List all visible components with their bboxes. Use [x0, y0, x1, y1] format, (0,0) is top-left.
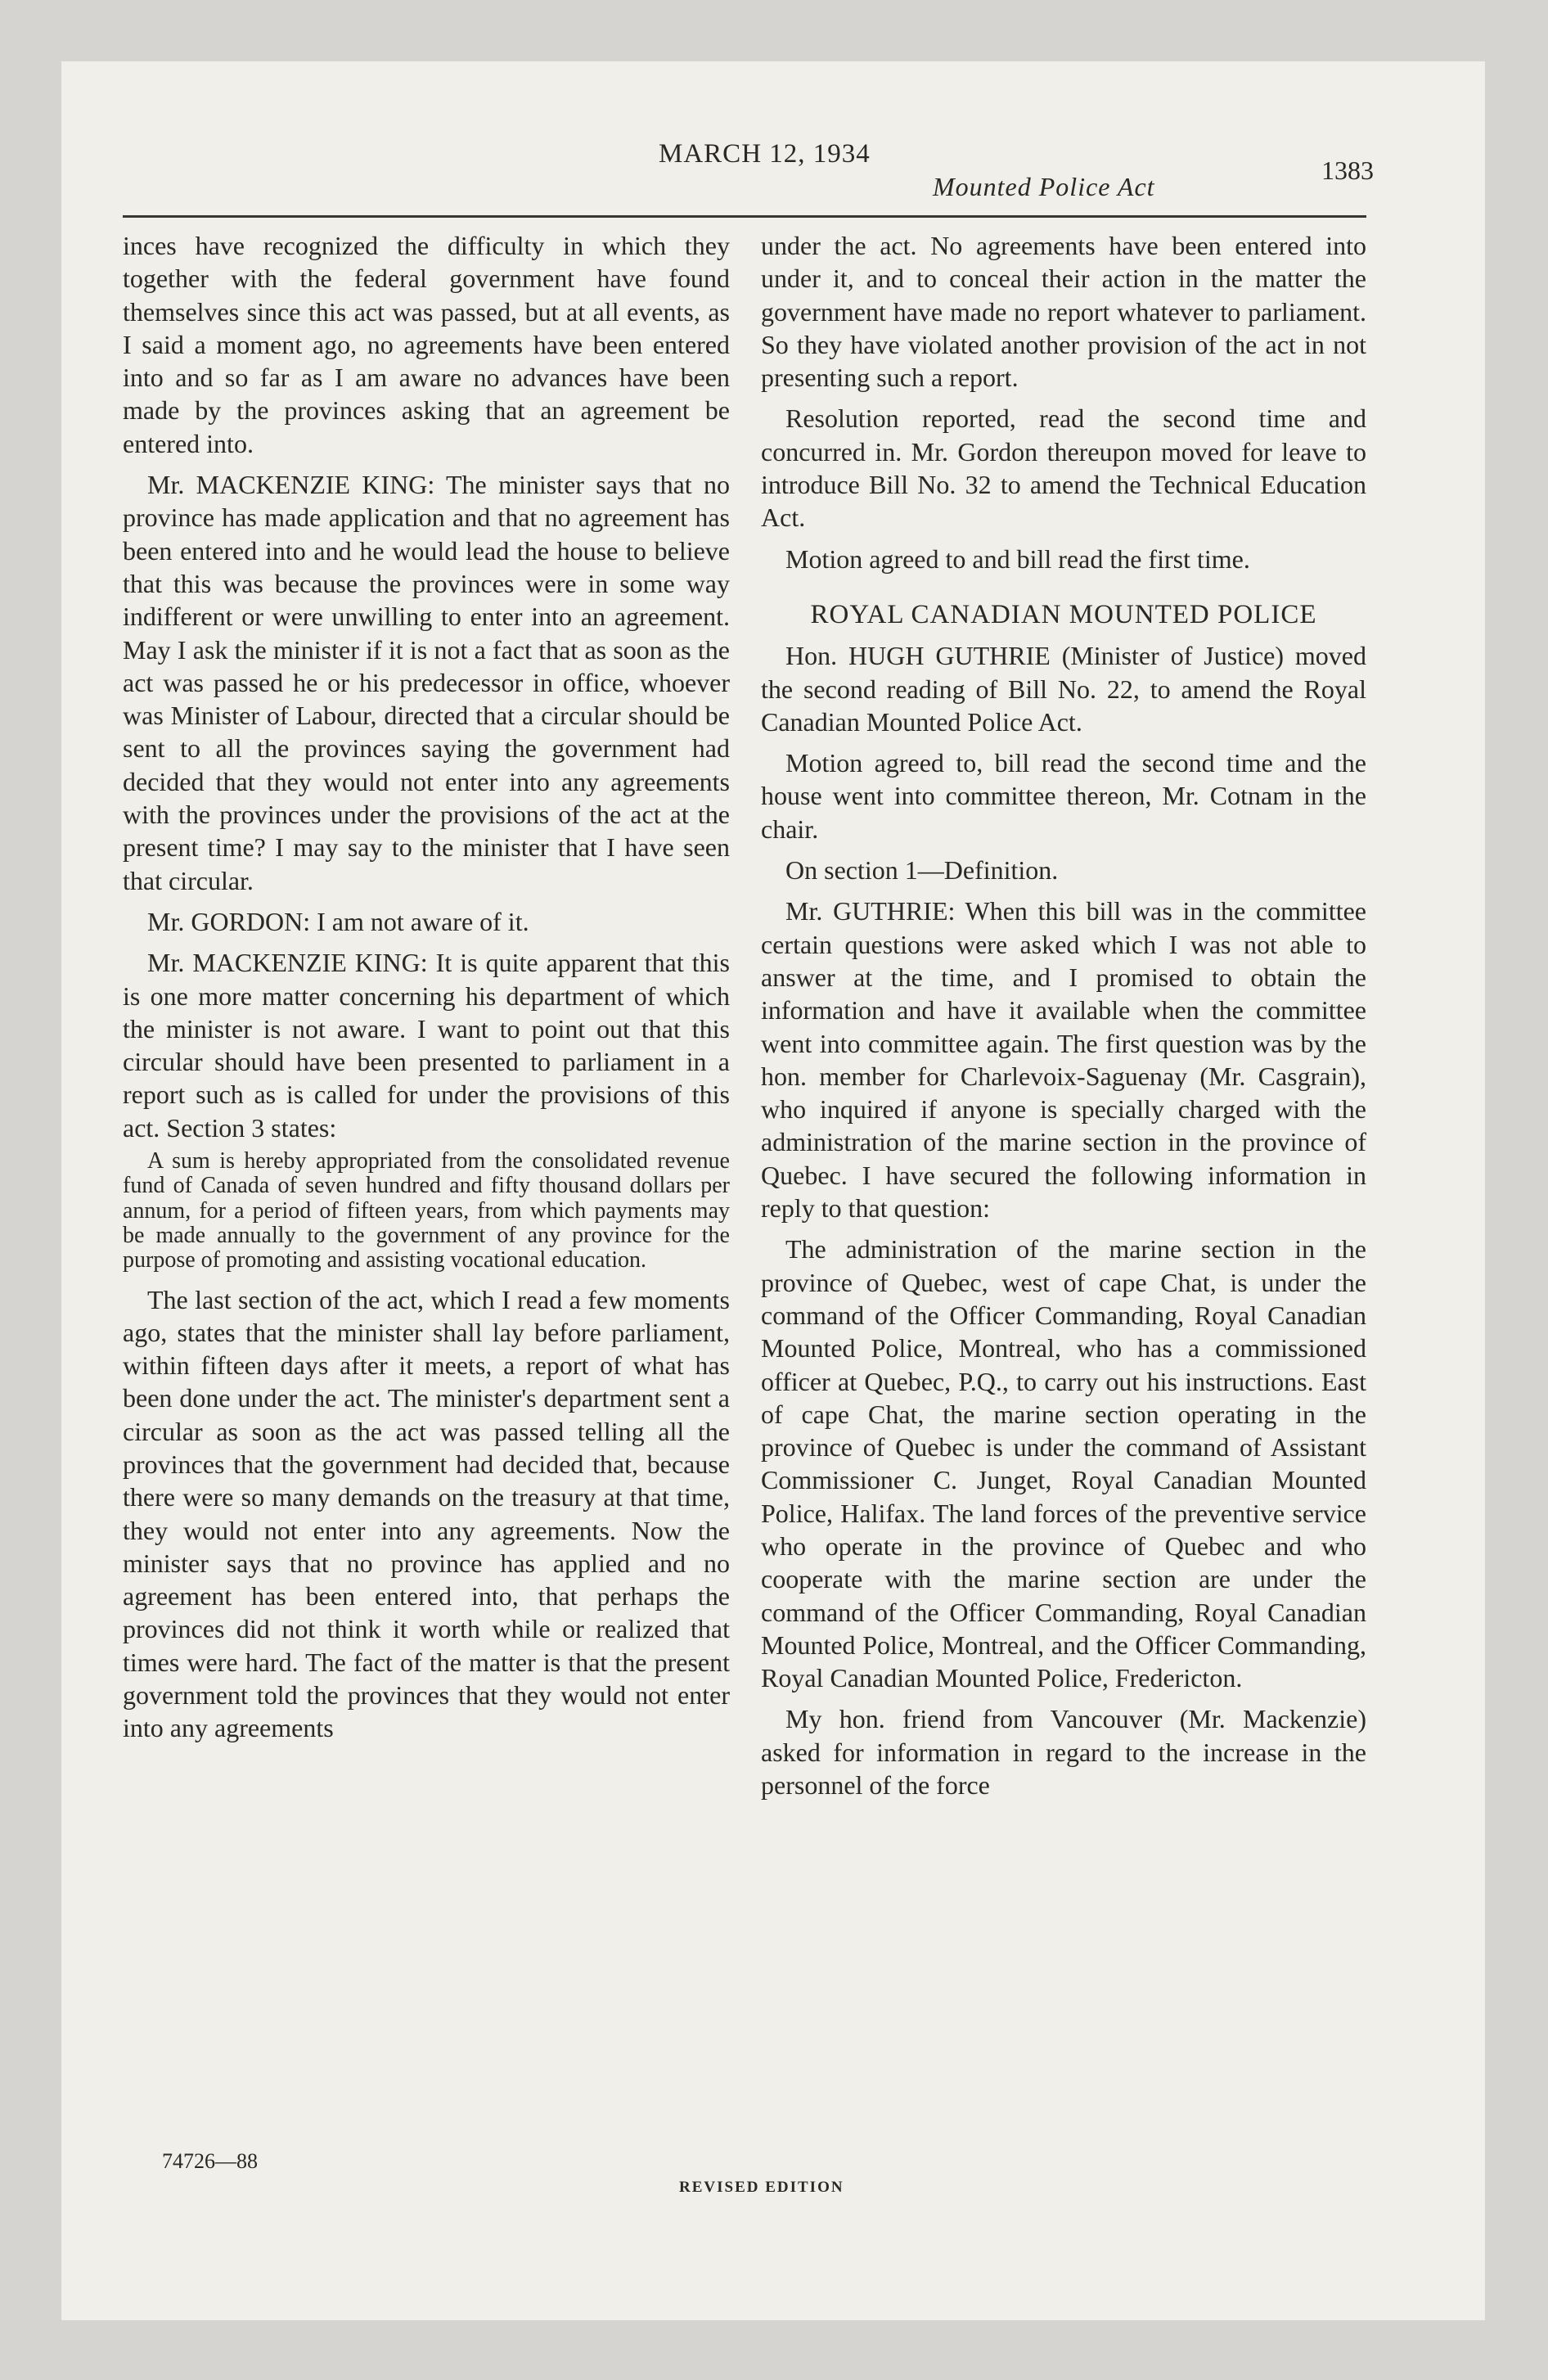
right-column: [761, 229, 1366, 1801]
quoted-section-3: A sum is hereby appropriated from the consolidated revenue fund of Canada of seven hundred and fifty thousand dollars per annum, for a period of fifteen years, from which payments may be made annually to the government of any province for the purpose of promoting and assisting vocational education.: [123, 1148, 730, 1273]
page-number: 1383: [1321, 156, 1374, 185]
right-paragraph-9: My hon. friend from Vancouver (Mr. Mackenzie) asked for information in regard to the increase in the personnel of the force: [761, 1704, 1366, 1801]
right-paragraph-3: Motion agreed to and bill read the first time.: [785, 543, 1250, 574]
edition-label: REVISED EDITION: [679, 2179, 844, 2196]
right-paragraph-6: On section 1—Definition.: [785, 855, 1059, 886]
right-paragraph-4: Hon. HUGH GUTHRIE (Minister of Justice) moved the second reading of Bill No. 22, to amend the Royal Canadian Mounted Police Act.: [761, 641, 1366, 737]
right-paragraph-2: Resolution reported, read the second time and concurred in. Mr. Gordon thereupon moved for leave to introduce Bill No. 32 to amend the Technical Education Act.: [761, 403, 1366, 533]
right-paragraph-5: Motion agreed to, bill read the second time and the house went into committee thereon, Mr. Cotnam in the chair.: [761, 748, 1366, 844]
right-paragraph-7: Mr. GUTHRIE: When this bill was in the committee certain questions were asked which I was not able to answer at the time, and I promised to obtain the information and have it available when the committee went into committee again. The first question was by the hon. member for Charlevoix-Saguenay (Mr. Casgrain), who inquired if anyone is specially charged with the administration of the marine section in the province of Quebec. I have secured the following information in reply to that question:: [761, 896, 1366, 1224]
right-paragraph-1: under the act. No agreements have been entered into under it, and to conceal their action in the matter the government have made no report whatever to parliament. So they have violated another provision of the act in not presenting such a report.: [761, 231, 1366, 393]
left-paragraph-3: Mr. GORDON: I am not aware of it.: [147, 906, 529, 936]
left-paragraph-2: Mr. MACKENZIE KING: The minister says that no province has made application and that no agreement has been entered into and he would lead the house to believe that this was because the provinces were in some way indifferent or were unwilling to enter into an agreement. May I ask the minister if it is not a fact that as soon as the act was passed he or his predecessor in office, whoever was Minister of Labour, directed that a circular should be sent to all the provinces saying the government had decided that they would not enter into any agreements with the provinces under the provisions of the act at the present time? I may say to the minister that I have seen that circular.: [123, 470, 730, 895]
left-paragraph-1: inces have recognized the difficulty in which they together with the federal government have found themselves since this act was passed, but at all events, as I said a moment ago, no agreements have been entered into and so far as I am aware no advances have been made by the provinces asking that an agreement be entered into.: [123, 231, 730, 458]
section-heading: ROYAL CANADIAN MOUNTED POLICE: [810, 599, 1317, 629]
left-paragraph-5: The last section of the act, which I read a few moments ago, states that the minister shall lay before parliament, within fifteen days after it meets, a report of what has been done under the act. The minister's department sent a circular as soon as the act was passed telling all the provinces that the government had decided that, because there were so many demands on the treasury at that time, they would not enter into any agreements. Now the minister says that no province has applied and no agreement has been entered into, that perhaps the provinces did not think it worth while or realized that times were hard. The fact of the matter is that the present government told the provinces that they would not enter into any agreements: [123, 1284, 730, 1743]
printer-code: 74726—88: [162, 2149, 258, 2173]
left-column: [123, 229, 730, 1745]
header-date: MARCH 12, 1934: [659, 139, 871, 169]
running-title: Mounted Police Act: [933, 172, 1155, 201]
header-rule: [123, 215, 1366, 218]
left-paragraph-4: Mr. MACKENZIE KING: It is quite apparent that this is one more matter concerning his department of which the minister is not aware. I want to point out that this circular should have been presented to parliament in a report such as is called for under the provisions of this act. Section 3 states:: [123, 948, 730, 1143]
right-paragraph-8: The administration of the marine section in the province of Quebec, west of cape Chat, is under the command of the Officer Commanding, Royal Canadian Mounted Police, Montreal, who has a commissioned officer at Quebec, P.Q., to carry out his instructions. East of cape Chat, the marine section operating in the province of Quebec is under the command of Assistant Commissioner C. Junget, Royal Canadian Mounted Police, Halifax. The land forces of the preventive service who operate in the province of Quebec and who cooperate with the marine section are under the command of the Officer Commanding, Royal Canadian Mounted Police, Montreal, and the Officer Commanding, Royal Canadian Mounted Police, Fredericton.: [761, 1234, 1366, 1693]
